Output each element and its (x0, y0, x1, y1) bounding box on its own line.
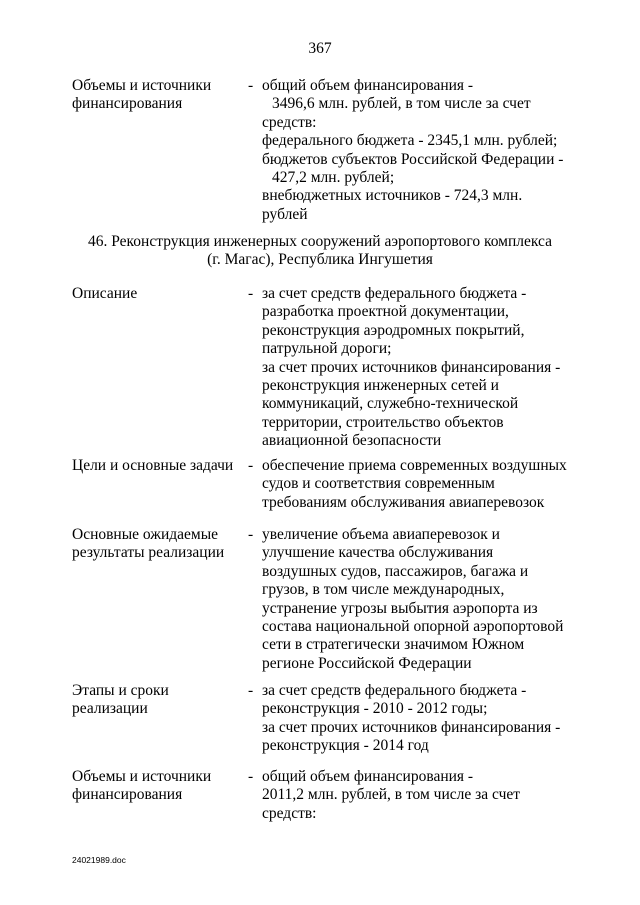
row-value: за счет средств федерального бюджета - разработка проектной документации, реконструкция аэродромных покрытий, патрульной дороги; за счет прочих источников финансирования - реконструкция инженерных сетей и коммуникаций, служебно-технической территории, строительство объектов авиационной безопасности (262, 285, 561, 450)
row-label: Описание (72, 285, 138, 302)
row-value: обеспечение приема современных воздушных судов и соответствия современным требованиям обслуживания авиаперевозок (262, 457, 567, 511)
row-label: Цели и основные задачи (72, 457, 234, 474)
row-label: Объемы и источники финансирования (72, 768, 212, 804)
section-heading: 46. Реконструкция инженерных сооружений аэропортового комплекса (г. Магас), Республика Ингушетия (88, 233, 552, 269)
row-value: общий объем финансирования - 2011,2 млн. рублей, в том числе за счет средств: (262, 768, 521, 822)
row-dash: - (248, 457, 254, 474)
page-number: 367 (308, 40, 332, 57)
row-dash: - (248, 77, 254, 94)
row-value: за счет средств федерального бюджета - реконструкция - 2010 - 2012 годы; за счет прочих источников финансирования - реконструкция - 2014 год (262, 682, 561, 755)
document-filename: 24021989.doc (72, 855, 126, 865)
row-label: Этапы и сроки реализации (72, 682, 169, 718)
row-value: общий объем финансирования - 3496,6 млн. рублей, в том числе за счет средств: федерального бюджета - 2345,1 млн. рублей; бюджетов субъектов Российской Федерации - 427,2 млн. рублей; внебюджетных источников - 724,3 млн. рублей (262, 77, 564, 223)
row-label: Объемы и источники финансирования (72, 77, 212, 113)
row-value: увеличение объема авиаперевозок и улучшение качества обслуживания воздушных судов, пассажиров, багажа и грузов, в том числе международных, устранение угрозы выбытия аэропорта из состава национальной опорной аэропортовой сети в стратегически значимом Южном регионе Российской Федерации (262, 526, 564, 672)
row-label: Основные ожидаемые результаты реализации (72, 526, 225, 562)
row-dash: - (248, 285, 254, 302)
row-dash: - (248, 682, 254, 699)
row-dash: - (248, 526, 254, 543)
row-dash: - (248, 768, 254, 785)
